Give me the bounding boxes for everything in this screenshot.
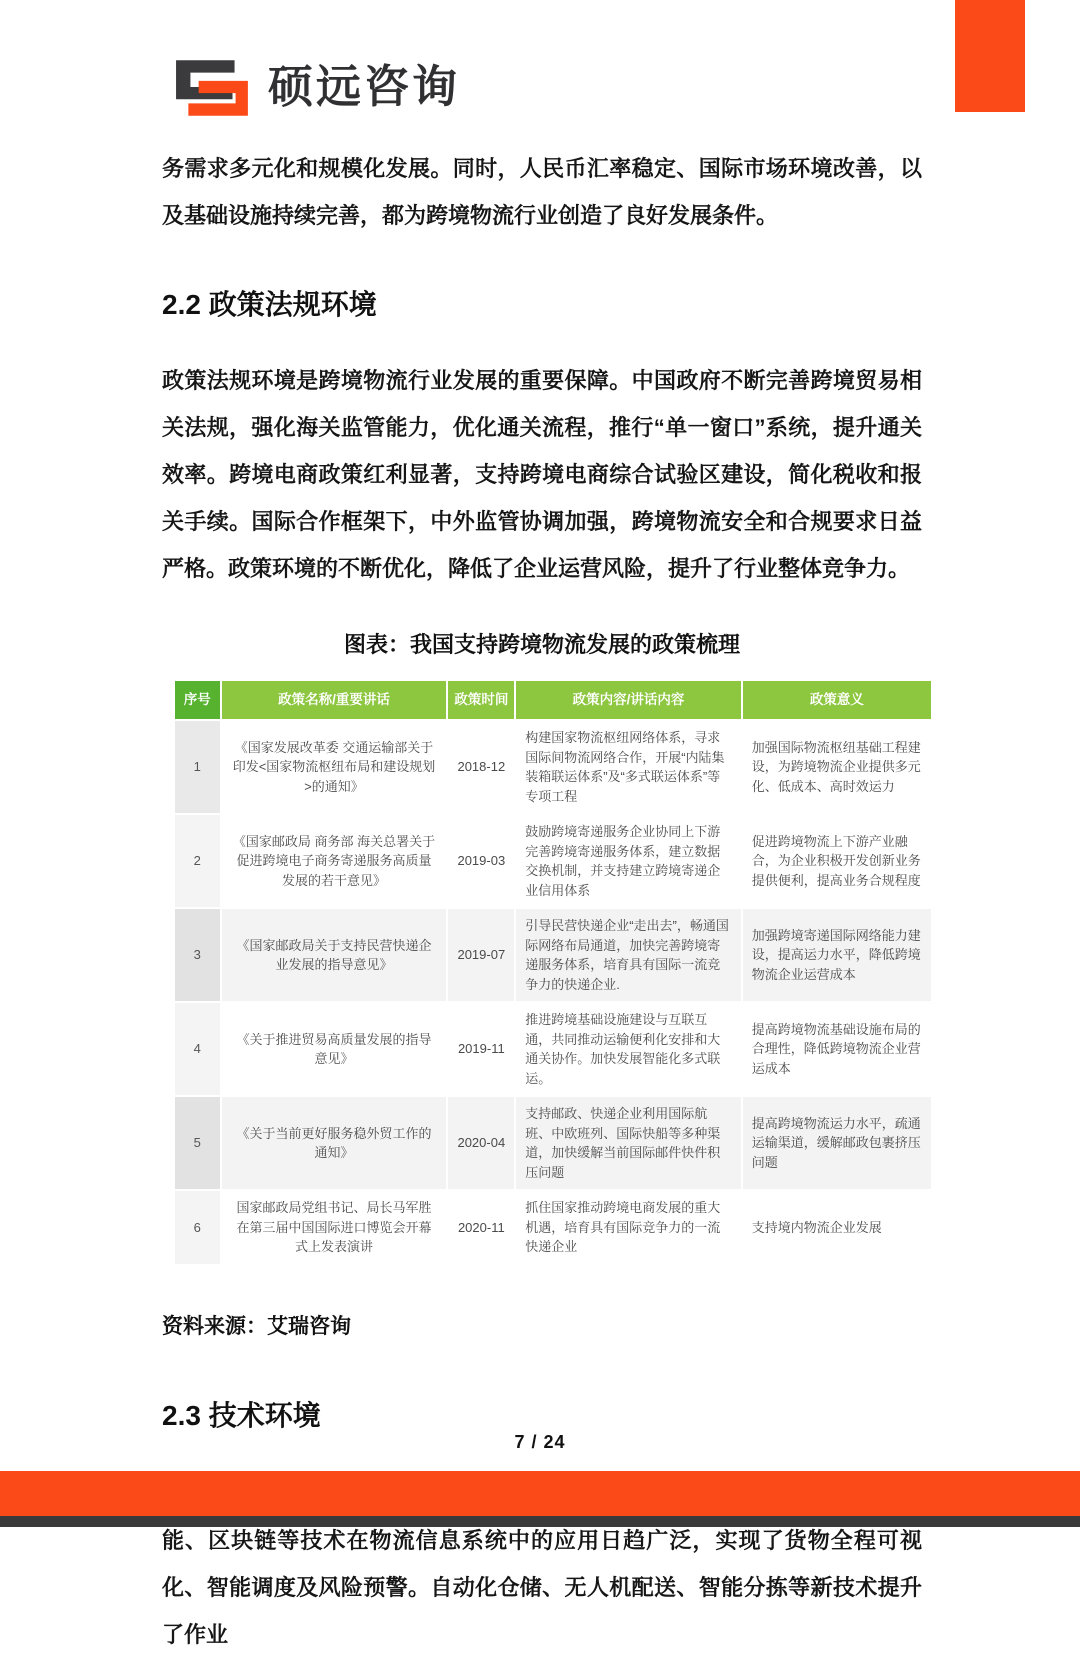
table-cell: 提高跨境物流基础设施布局的合理性，降低跨境物流企业营运成本 (743, 1003, 931, 1095)
table-cell: 6 (175, 1191, 220, 1264)
policy-table-body (175, 721, 931, 1264)
table-row (175, 1191, 931, 1264)
table-row (175, 909, 931, 1001)
table-cell: 2019-03 (448, 815, 514, 907)
table-cell: 《关于推进贸易高质量发展的指导意见》 (222, 1003, 447, 1095)
brand-name: 硕远咨询 (268, 60, 461, 112)
brand-logo-icon (174, 57, 252, 119)
table-cell: 3 (175, 909, 220, 1001)
table-header-row (175, 681, 931, 719)
table-cell: 2020-04 (448, 1097, 514, 1189)
table-cell: 《国家邮政局 商务部 海关总署关于促进跨境电子商务寄递服务高质量发展的若干意见》 (222, 815, 447, 907)
page-number: 7 / 24 (514, 1432, 566, 1452)
table-cell: 《关于当前更好服务稳外贸工作的通知》 (222, 1097, 447, 1189)
column-header: 序号 (175, 681, 220, 719)
table-cell: 4 (175, 1003, 220, 1095)
column-header: 政策意义 (743, 681, 931, 719)
table-cell: 提高跨境物流运力水平，疏通运输渠道，缓解邮政包裹挤压问题 (743, 1097, 931, 1189)
table-row (175, 1097, 931, 1189)
bottom-accent-bar (0, 1471, 1080, 1516)
brand-logo (174, 0, 922, 119)
table-cell: 抓住国家推动跨境电商发展的重大机遇，培育具有国际竞争力的一流快递企业 (516, 1191, 741, 1264)
table-cell: 国家邮政局党组书记、局长马军胜在第三届中国国际进口博览会开幕式上发表演讲 (222, 1191, 447, 1264)
table-cell: 2019-11 (448, 1003, 514, 1095)
policy-paragraph: 政策法规环境是跨境物流行业发展的重要保障。中国政府不断完善跨境贸易相关法规，强化海关监管能力，优化通关流程，推行“单一窗口”系统，提升通关效率。跨境电商政策红利显著，支持跨境电商综合试验区建设，简化税收和报关手续。国际合作框架下，中外监管协调加强，跨境物流安全和合规要求日益严格。政策环境的不断优化，降低了企业运营风险，提升了行业整体竞争力。 (162, 368, 922, 581)
table-cell: 引导民营快递企业“走出去”，畅通国际网络布局通道，加快完善跨境寄递服务体系，培育具有国际一流竞争力的快递企业. (516, 909, 741, 1001)
table-cell: 5 (175, 1097, 220, 1189)
table-row (175, 1003, 931, 1095)
table-cell: 加强国际物流枢纽基础工程建设，为跨境物流企业提供多元化、低成本、高时效运力 (743, 721, 931, 813)
table-cell: 支持境内物流企业发展 (743, 1191, 931, 1264)
policy-table-header (175, 681, 931, 719)
column-header: 政策时间 (448, 681, 514, 719)
tech-paragraph: 能、区块链等技术在物流信息系统中的应用日趋广泛，实现了货物全程可视化、智能调度及风险预警。自动化仓储、无人机配送、智能分拣等新技术提升了作业 (162, 1527, 922, 1647)
section-heading-2-3: 2.3 技术环境 (162, 1399, 321, 1431)
bottom-dark-bar (0, 1516, 1080, 1527)
section-heading-2-2: 2.2 政策法规环境 (162, 289, 377, 320)
figure-title: 图表：我国支持跨境物流发展的政策梳理 (343, 632, 740, 657)
table-cell: 2019-07 (448, 909, 514, 1001)
table-cell: 鼓励跨境寄递服务企业协同上下游完善跨境寄递服务体系，建立数据交换机制，并支持建立跨境寄递企业信用体系 (516, 815, 741, 907)
policy-table (173, 679, 933, 1266)
table-cell: 支持邮政、快递企业利用国际航班、中欧班列、国际快船等多种渠道，加快缓解当前国际邮件快件积压问题 (516, 1097, 741, 1189)
table-cell: 《国家邮政局关于支持民营快递企业发展的指导意见》 (222, 909, 447, 1001)
table-row (175, 721, 931, 813)
table-cell: 加强跨境寄递国际网络能力建设，提高运力水平，降低跨境物流企业运营成本 (743, 909, 931, 1001)
column-header: 政策名称/重要讲话 (222, 681, 447, 719)
table-cell: 1 (175, 721, 220, 813)
table-cell: 促进跨境物流上下游产业融合，为企业积极开发创新业务提供便利，提高业务合规程度 (743, 815, 931, 907)
table-row (175, 815, 931, 907)
intro-paragraph: 务需求多元化和规模化发展。同时，人民币汇率稳定、国际市场环境改善，以及基础设施持续完善，都为跨境物流行业创造了良好发展条件。 (162, 156, 922, 228)
table-cell: 2018-12 (448, 721, 514, 813)
table-cell: 构建国家物流枢纽网络体系，寻求国际间物流网络合作，开展“内陆集装箱联运体系”及“多式联运体系”等专项工程 (516, 721, 741, 813)
table-cell: 2 (175, 815, 220, 907)
table-cell: 推进跨境基础设施建设与互联互通，共同推动运输便利化安排和大通关协作。加快发展智能化多式联运。 (516, 1003, 741, 1095)
table-cell: 《国家发展改革委 交通运输部关于印发<国家物流枢纽布局和建设规划>的通知》 (222, 721, 447, 813)
table-cell: 2020-11 (448, 1191, 514, 1264)
data-source-note: 资料来源：艾瑞咨询 (162, 1314, 351, 1338)
top-right-accent-bar (955, 0, 1025, 112)
column-header: 政策内容/讲话内容 (516, 681, 741, 719)
